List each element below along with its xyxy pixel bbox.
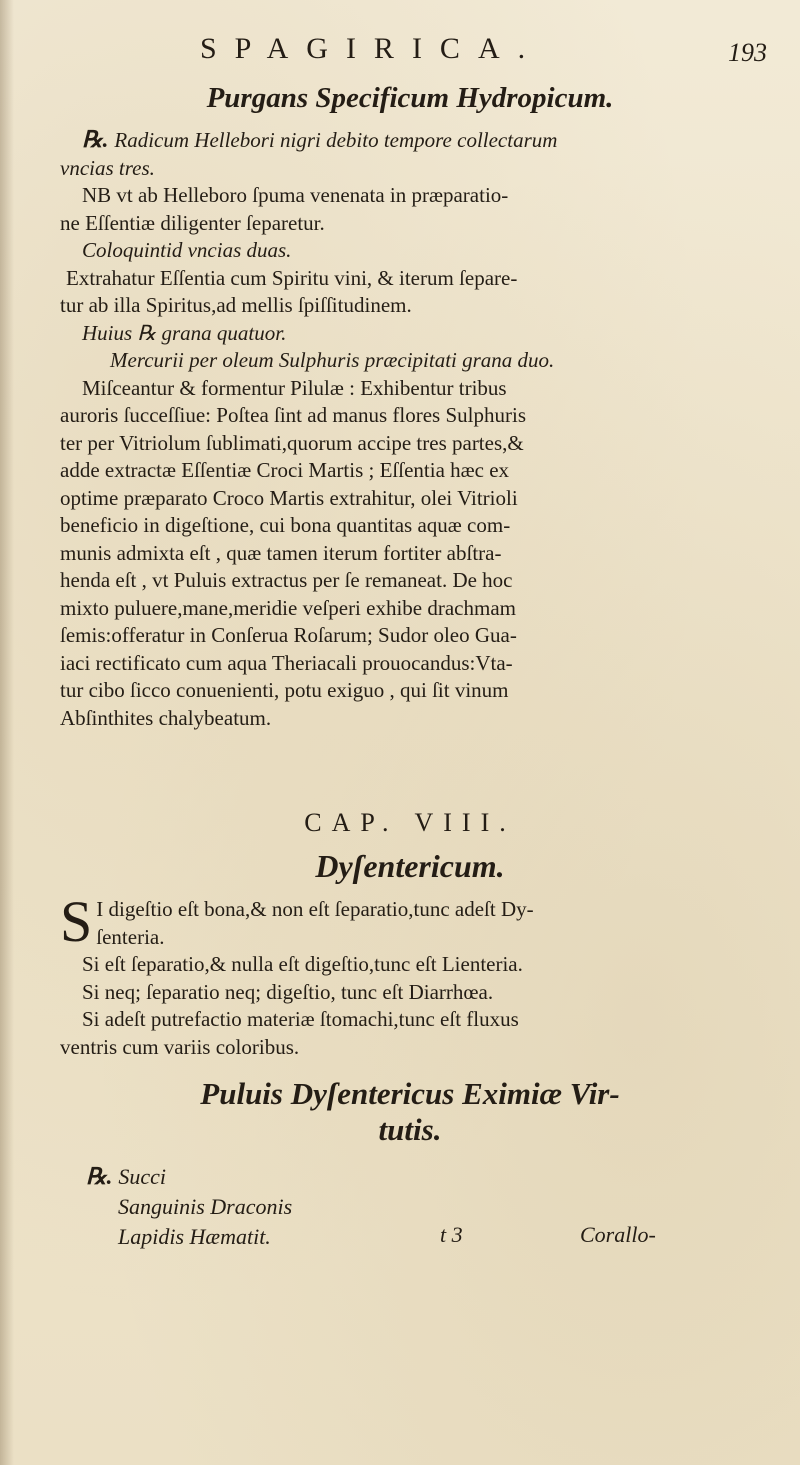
running-head bbox=[0, 30, 800, 70]
recipe-symbol: ℞. bbox=[86, 1164, 113, 1189]
ingredient-item: ℞. Succi bbox=[86, 1164, 167, 1189]
heading-line-1: Puluis Dyſentericus Eximiæ Vir- bbox=[200, 1076, 620, 1111]
chapter-title: Dyſentericum. bbox=[315, 848, 505, 884]
text-line: Si eſt ſeparatio,& nulla eſt digeſtio,tunc eſt Lienteria. bbox=[82, 952, 523, 976]
text-line: ſenteria. bbox=[96, 924, 165, 949]
recipe-line-1: ℞. Radicum Hellebori nigri debito tempore collectarum bbox=[82, 127, 558, 152]
text-line: tur cibo ſicco conuenienti, potu exiguo , qui ſit vinum bbox=[60, 678, 509, 702]
recipe-line: Mercurii per oleum Sulphuris præcipitati grana duo. bbox=[110, 348, 555, 372]
text-line: ventris cum variis coloribus. bbox=[60, 1034, 300, 1059]
page-gutter-shadow bbox=[0, 0, 14, 1465]
section-heading-puluis bbox=[60, 1076, 760, 1148]
heading-line-2: tutis. bbox=[378, 1112, 442, 1147]
text-line: beneficio in digeſtione, cui bona quantitas aquæ com- bbox=[60, 513, 511, 537]
text-line: NB vt ab Helleboro ſpuma venenata in præparatio- bbox=[82, 183, 509, 207]
text-line: ter per Vitriolum ſublimati,quorum accipe tres partes,& bbox=[60, 430, 524, 455]
text-line: Extrahatur Eſſentia cum Spiritu vini, & iterum ſepare- bbox=[66, 265, 518, 290]
text-line: I digeſtio eſt bona,& non eſt ſeparatio,tunc adeſt Dy- bbox=[96, 897, 534, 921]
text-line: Abſinthites chalybeatum. bbox=[60, 705, 272, 730]
recipe-line: Huius ℞ grana quatuor. bbox=[82, 320, 287, 345]
chapter-paragraph-1 bbox=[60, 889, 760, 954]
text-line: tur ab illa Spiritus,ad mellis ſpiſſitudinem. bbox=[60, 293, 412, 317]
text-line: iaci rectificato cum aqua Theriacali prouocandus:Vta- bbox=[60, 650, 513, 675]
section1-body bbox=[60, 126, 760, 732]
recipe-line-2: vncias tres. bbox=[60, 155, 155, 180]
text-line: munis admixta eſt , quæ tamen iterum fortiter abſtra- bbox=[60, 540, 502, 565]
text-line: ne Eſſentiæ diligenter ſeparetur. bbox=[60, 210, 325, 235]
recipe-symbol: ℞. bbox=[82, 127, 109, 152]
drop-capital: S bbox=[60, 889, 93, 954]
text-line: Si neq; ſeparatio neq; digeſtio, tunc eſt Diarrhœa. bbox=[82, 979, 494, 1004]
text-line: mixto puluere,mane,meridie veſperi exhibe drachmam bbox=[60, 595, 516, 620]
text-line: ſemis:offeratur in Conſerua Roſarum; Sudor oleo Gua- bbox=[60, 623, 517, 647]
page-number: 193 bbox=[728, 38, 767, 67]
chapter-label: CAP. VIII. bbox=[304, 808, 516, 837]
catchword: Corallo- bbox=[580, 1222, 656, 1247]
signature-mark: t 3 bbox=[440, 1222, 463, 1247]
text-line: auroris ſucceſſiue: Poſtea ſint ad manus flores Sulphuris bbox=[60, 403, 526, 427]
ingredient-item: Lapidis Hæmatit. bbox=[118, 1224, 271, 1249]
ingredient-item: Sanguinis Draconis bbox=[118, 1194, 293, 1219]
text-line: optime præparato Croco Martis extrahitur, olei Vitrioli bbox=[60, 485, 518, 510]
recipe-line: Coloquintid vncias duas. bbox=[82, 238, 292, 262]
text-line: adde extractæ Eſſentiæ Croci Martis ; Eſſentia hæc ex bbox=[60, 458, 510, 482]
text-line: henda eſt , vt Puluis extractus per ſe remaneat. De hoc bbox=[60, 568, 513, 592]
running-title: SPAGIRICA. bbox=[200, 32, 544, 65]
section-heading-purgans: Purgans Specificum Hydropicum. bbox=[206, 82, 614, 114]
text-line: Si adeſt putrefactio materiæ ſtomachi,tunc eſt fluxus bbox=[82, 1007, 519, 1031]
chapter-body bbox=[60, 889, 760, 1061]
footer-row bbox=[440, 1222, 780, 1252]
text-line: Miſceantur & formentur Pilulæ : Exhibentur tribus bbox=[82, 375, 507, 400]
